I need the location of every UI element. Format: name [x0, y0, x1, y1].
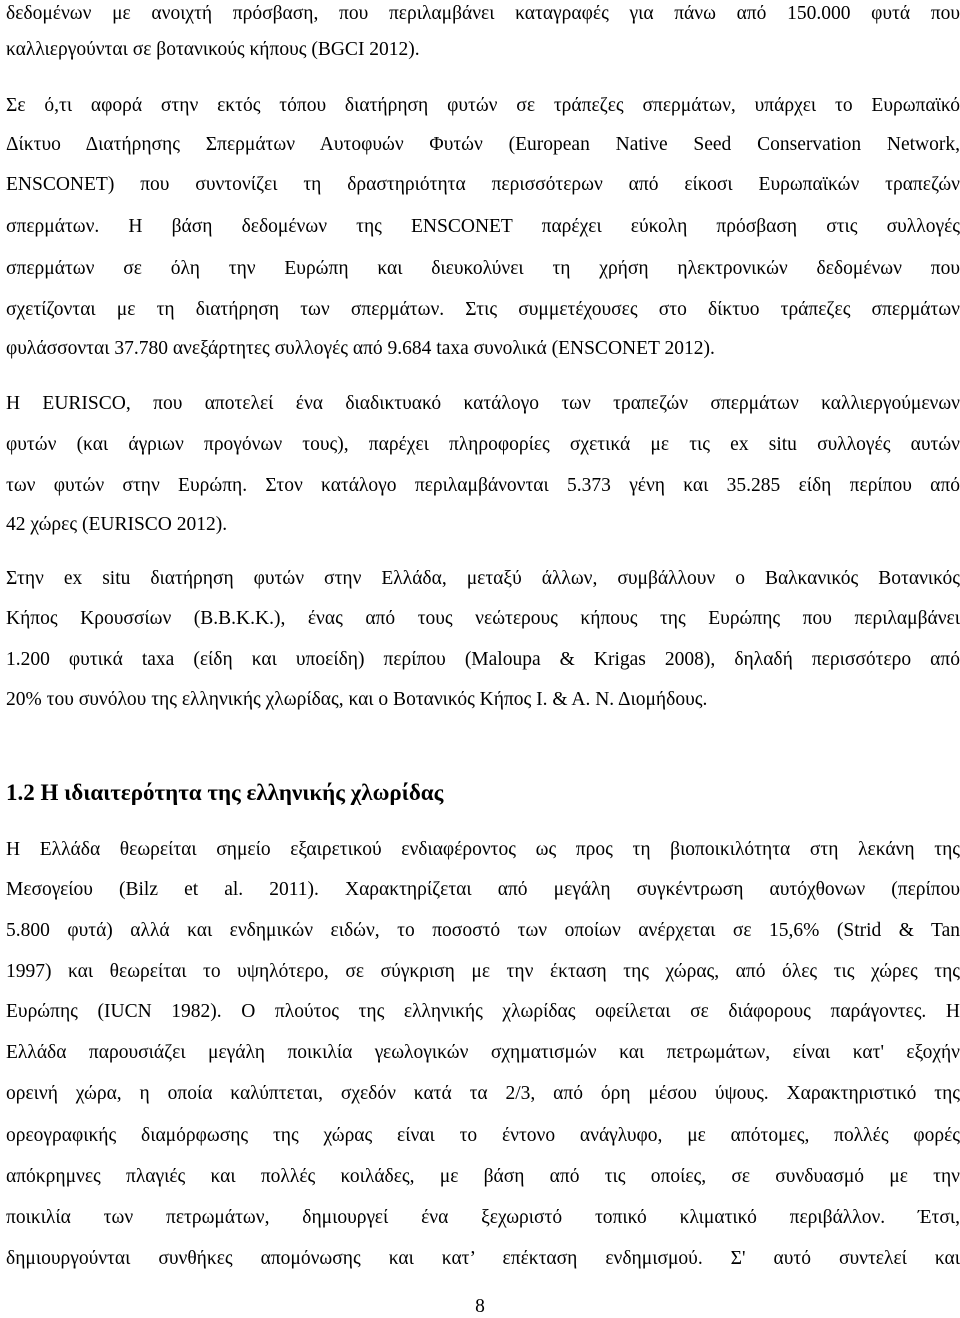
paragraph-line: σπερμάτων. Η βάση δεδομένων της ENSCONET παρέχει εύκολη πρόσβαση στις συλλογές — [6, 216, 960, 237]
paragraph-line: 42 χώρες (EURISCO 2012). — [6, 514, 228, 535]
paragraph-line: Σε ό,τι αφορά στην εκτός τόπου διατήρηση φυτών σε τράπεζες σπερμάτων, υπάρχει το Ευρωπαϊκό — [6, 95, 960, 116]
paragraph-line: σχετίζονται με τη διατήρηση των σπερμάτων. Στις συμμετέχουσες στο δίκτυο τράπεζες σπερμάτων — [6, 299, 960, 320]
paragraph-line: δεδομένων με ανοιχτή πρόσβαση, που περιλαμβάνει καταγραφές για πάνω από 150.000 φυτά που — [6, 3, 960, 24]
paragraph-line: Η EURISCO, που αποτελεί ένα διαδικτυακό κατάλογο των τραπεζών σπερμάτων καλλιεργούμενων — [6, 393, 960, 414]
paragraph-line: ποικιλία των πετρωμάτων, δημιουργεί ένα ξεχωριστό τοπικό κλιματικό περιβάλλον. Έτσι, — [6, 1207, 960, 1228]
paragraph-line: Στην ex situ διατήρηση φυτών στην Ελλάδα, μεταξύ άλλων, συμβάλλουν ο Βαλκανικός Βοτανικός — [6, 568, 960, 589]
paragraph-line: 5.800 φυτά) αλλά και ενδημικών ειδών, το ποσοστό των οποίων ανέρχεται σε 15,6% (Strid & Tan — [6, 920, 960, 941]
paragraph-line: Μεσογείου (Bilz et al. 2011). Χαρακτηρίζεται από μεγάλη συγκέντρωση αυτόχθονων (περίπου — [6, 879, 960, 900]
paragraph-line: 20% του συνόλου της ελληνικής χλωρίδας, και ο Βοτανικός Κήπος Ι. & Α. Ν. Διομήδους. — [6, 689, 708, 710]
paragraph-line: Κήπος Κρουσσίων (Β.Β.Κ.Κ.), ένας από τους νεώτερους κήπους της Ευρώπης που περιλαμβάνει — [6, 608, 960, 629]
page-number: 8 — [475, 1296, 485, 1317]
paragraph-line: Δίκτυο Διατήρησης Σπερμάτων Αυτοφυών Φυτών (European Native Seed Conservation Network, — [6, 134, 960, 155]
paragraph-line: ορεινή χώρα, η οποία καλύπτεται, σχεδόν κατά τα 2/3, από όρη μέσου ύψους. Χαρακτηριστικό της — [6, 1083, 960, 1104]
paragraph-line: απόκρημνες πλαγιές και πολλές κοιλάδες, με βάση από τις οποίες, σε συνδυασμό με την — [6, 1166, 960, 1187]
paragraph-line: ορεογραφικής διαμόρφωσης της χώρας είναι το έντονο ανάγλυφο, με απότομες, πολλές φορές — [6, 1125, 960, 1146]
paragraph-line: Η Ελλάδα θεωρείται σημείο εξαιρετικού ενδιαφέροντος ως προς τη βιοποικιλότητα στη λεκάνη της — [6, 839, 960, 860]
paragraph-line: Ελλάδα παρουσιάζει μεγάλη ποικιλία γεωλογικών σχηματισμών και πετρωμάτων, είναι κατ' εξοχήν — [6, 1042, 960, 1063]
paragraph-line: φυτών (και άγριων προγόνων τους), παρέχει πληροφορίες σχετικά με τις ex situ συλλογές αυτών — [6, 434, 960, 455]
section-heading: 1.2 Η ιδιαιτερότητα της ελληνικής χλωρίδας — [6, 780, 444, 805]
paragraph-line: των φυτών στην Ευρώπη. Στον κατάλογο περιλαμβάνονται 5.373 γένη και 35.285 είδη περίπου από — [6, 475, 960, 496]
paragraph-line: Ευρώπης (IUCN 1982). Ο πλούτος της ελληνικής χλωρίδας οφείλεται σε διάφορους παράγοντες. Η — [6, 1001, 960, 1022]
paragraph-line: 1.200 φυτικά taxa (είδη και υποείδη) περίπου (Maloupa & Krigas 2008), δηλαδή περισσότερο από — [6, 649, 960, 670]
paragraph-line: 1997) και θεωρείται το υψηλότερο, σε σύγκριση με την έκταση της χώρας, από όλες τις χώρες της — [6, 961, 960, 982]
paragraph-line: σπερμάτων σε όλη την Ευρώπη και διευκολύνει τη χρήση ηλεκτρονικών δεδομένων που — [6, 258, 960, 279]
paragraph-line: δημιουργούνται συνθήκες απομόνωσης και κατ’ επέκταση ενδημισμού. Σ' αυτό συντελεί και — [6, 1248, 960, 1269]
paragraph-line: καλλιεργούνται σε βοτανικούς κήπους (BGCI 2012). — [6, 39, 420, 60]
paragraph-line: ENSCONET) που συντονίζει τη δραστηριότητα περισσότερων από είκοσι Ευρωπαϊκών τραπεζών — [6, 174, 960, 195]
paragraph-line: φυλάσσονται 37.780 ανεξάρτητες συλλογές από 9.684 taxa συνολικά (ENSCONET 2012). — [6, 338, 715, 359]
